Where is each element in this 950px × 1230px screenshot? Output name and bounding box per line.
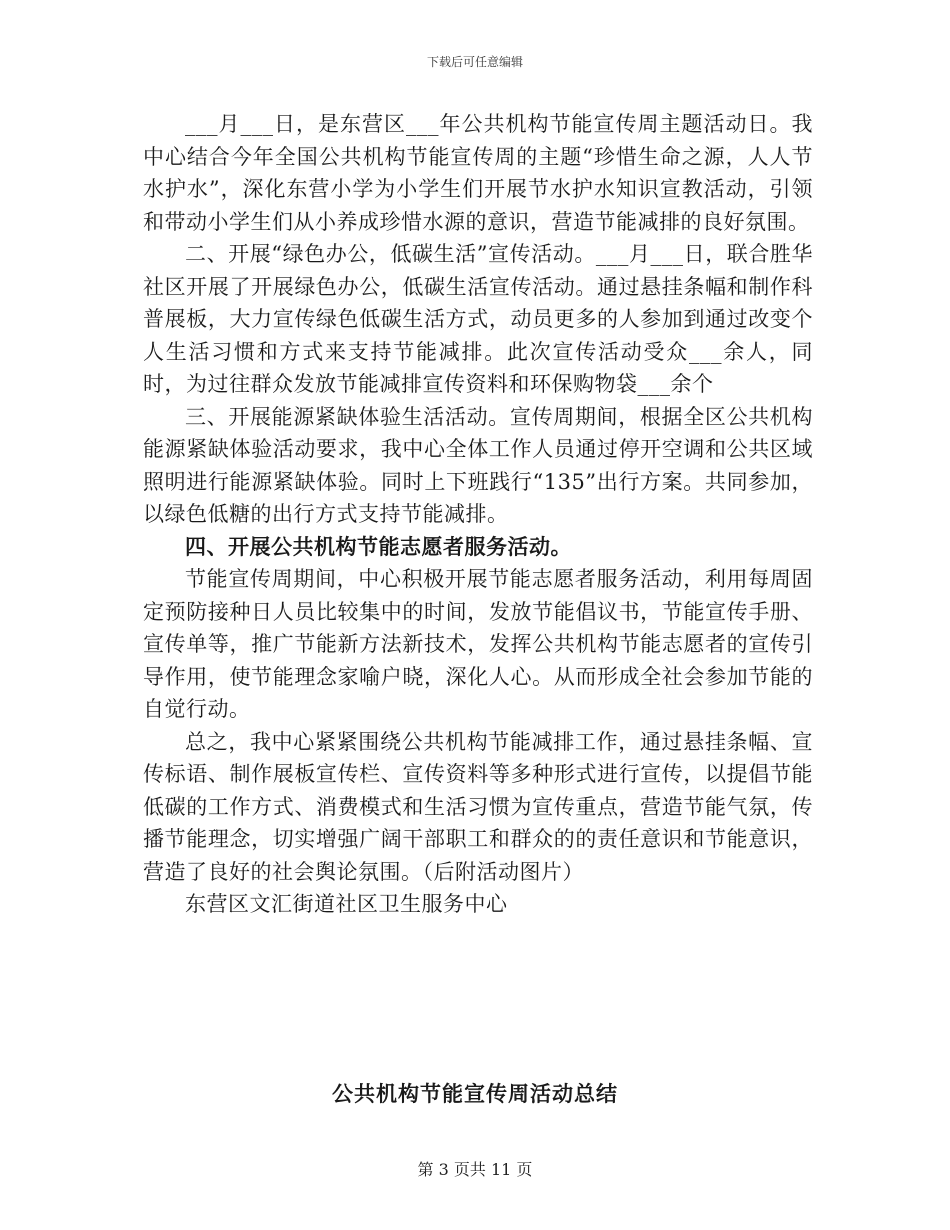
paragraph-summary: 总之，我中心紧紧围绕公共机构节能减排工作，通过悬挂条幅、宣传标语、制作展板宣传栏、宣传资料等多种形式进行宣传，以提倡节能低碳的工作方式、消费模式和生活习惯为宣传重点，营造节能气氛，传播节能理念，切实增强广阔干部职工和群众的的责任意识和节能意识，营造了良好的社会舆论氛围。（后附活动图片）: [143, 729, 813, 884]
document-body: [143, 108, 813, 921]
download-note: 下载后可任意编辑: [426, 55, 523, 69]
section-heading-volunteer: 四、开展公共机构节能志愿者服务活动。: [185, 533, 572, 559]
page-number: 第 3 页共 11 页: [417, 1160, 533, 1179]
document-title: 公共机构节能宣传周活动总结: [332, 1081, 618, 1106]
paragraph-activity-day: ___月___日，是东营区___年公共机构节能宣传周主题活动日。我中心结合今年全国公共机构节能宣传周的主题“珍惜生命之源，人人节水护水”，深化东营小学为小学生们开展节水护水知识宣教活动，引领和带动小学生们从小养成珍惜水源的意识，营造节能减排的良好氛围。: [143, 112, 813, 234]
paragraph-energy-shortage: 三、开展能源紧缺体验生活活动。宣传周期间，根据全区公共机构能源紧缺体验活动要求，我中心全体工作人员通过停开空调和公共区域照明进行能源紧缺体验。同时上下班践行“135”出行方案。共同参加，以绿色低糖的出行方式支持节能减排。: [143, 404, 813, 526]
paragraph-volunteer-service: 节能宣传周期间，中心积极开展节能志愿者服务活动，利用每周固定预防接种日人员比较集中的时间，发放节能倡议书，节能宣传手册、宣传单等，推广节能新方法新技术，发挥公共机构节能志愿者的宣传引导作用，使节能理念家喻户晓，深化人心。从而形成全社会参加节能的自觉行动。: [143, 567, 813, 721]
signature-organization: 东营区文汇街道社区卫生服务中心: [185, 892, 508, 916]
paragraph-green-office: 二、开展“绿色办公，低碳生活”宣传活动。___月___日，联合胜华社区开展了开展绿色办公，低碳生活宣传活动。通过悬挂条幅和制作科普展板，大力宣传绿色低碳生活方式，动员更多的人参加到通过改变个人生活习惯和方式来支持节能减排。此次宣传活动受众___余人，同时，为过往群众发放节能减排宣传资料和环保购物袋___余个: [143, 242, 813, 396]
